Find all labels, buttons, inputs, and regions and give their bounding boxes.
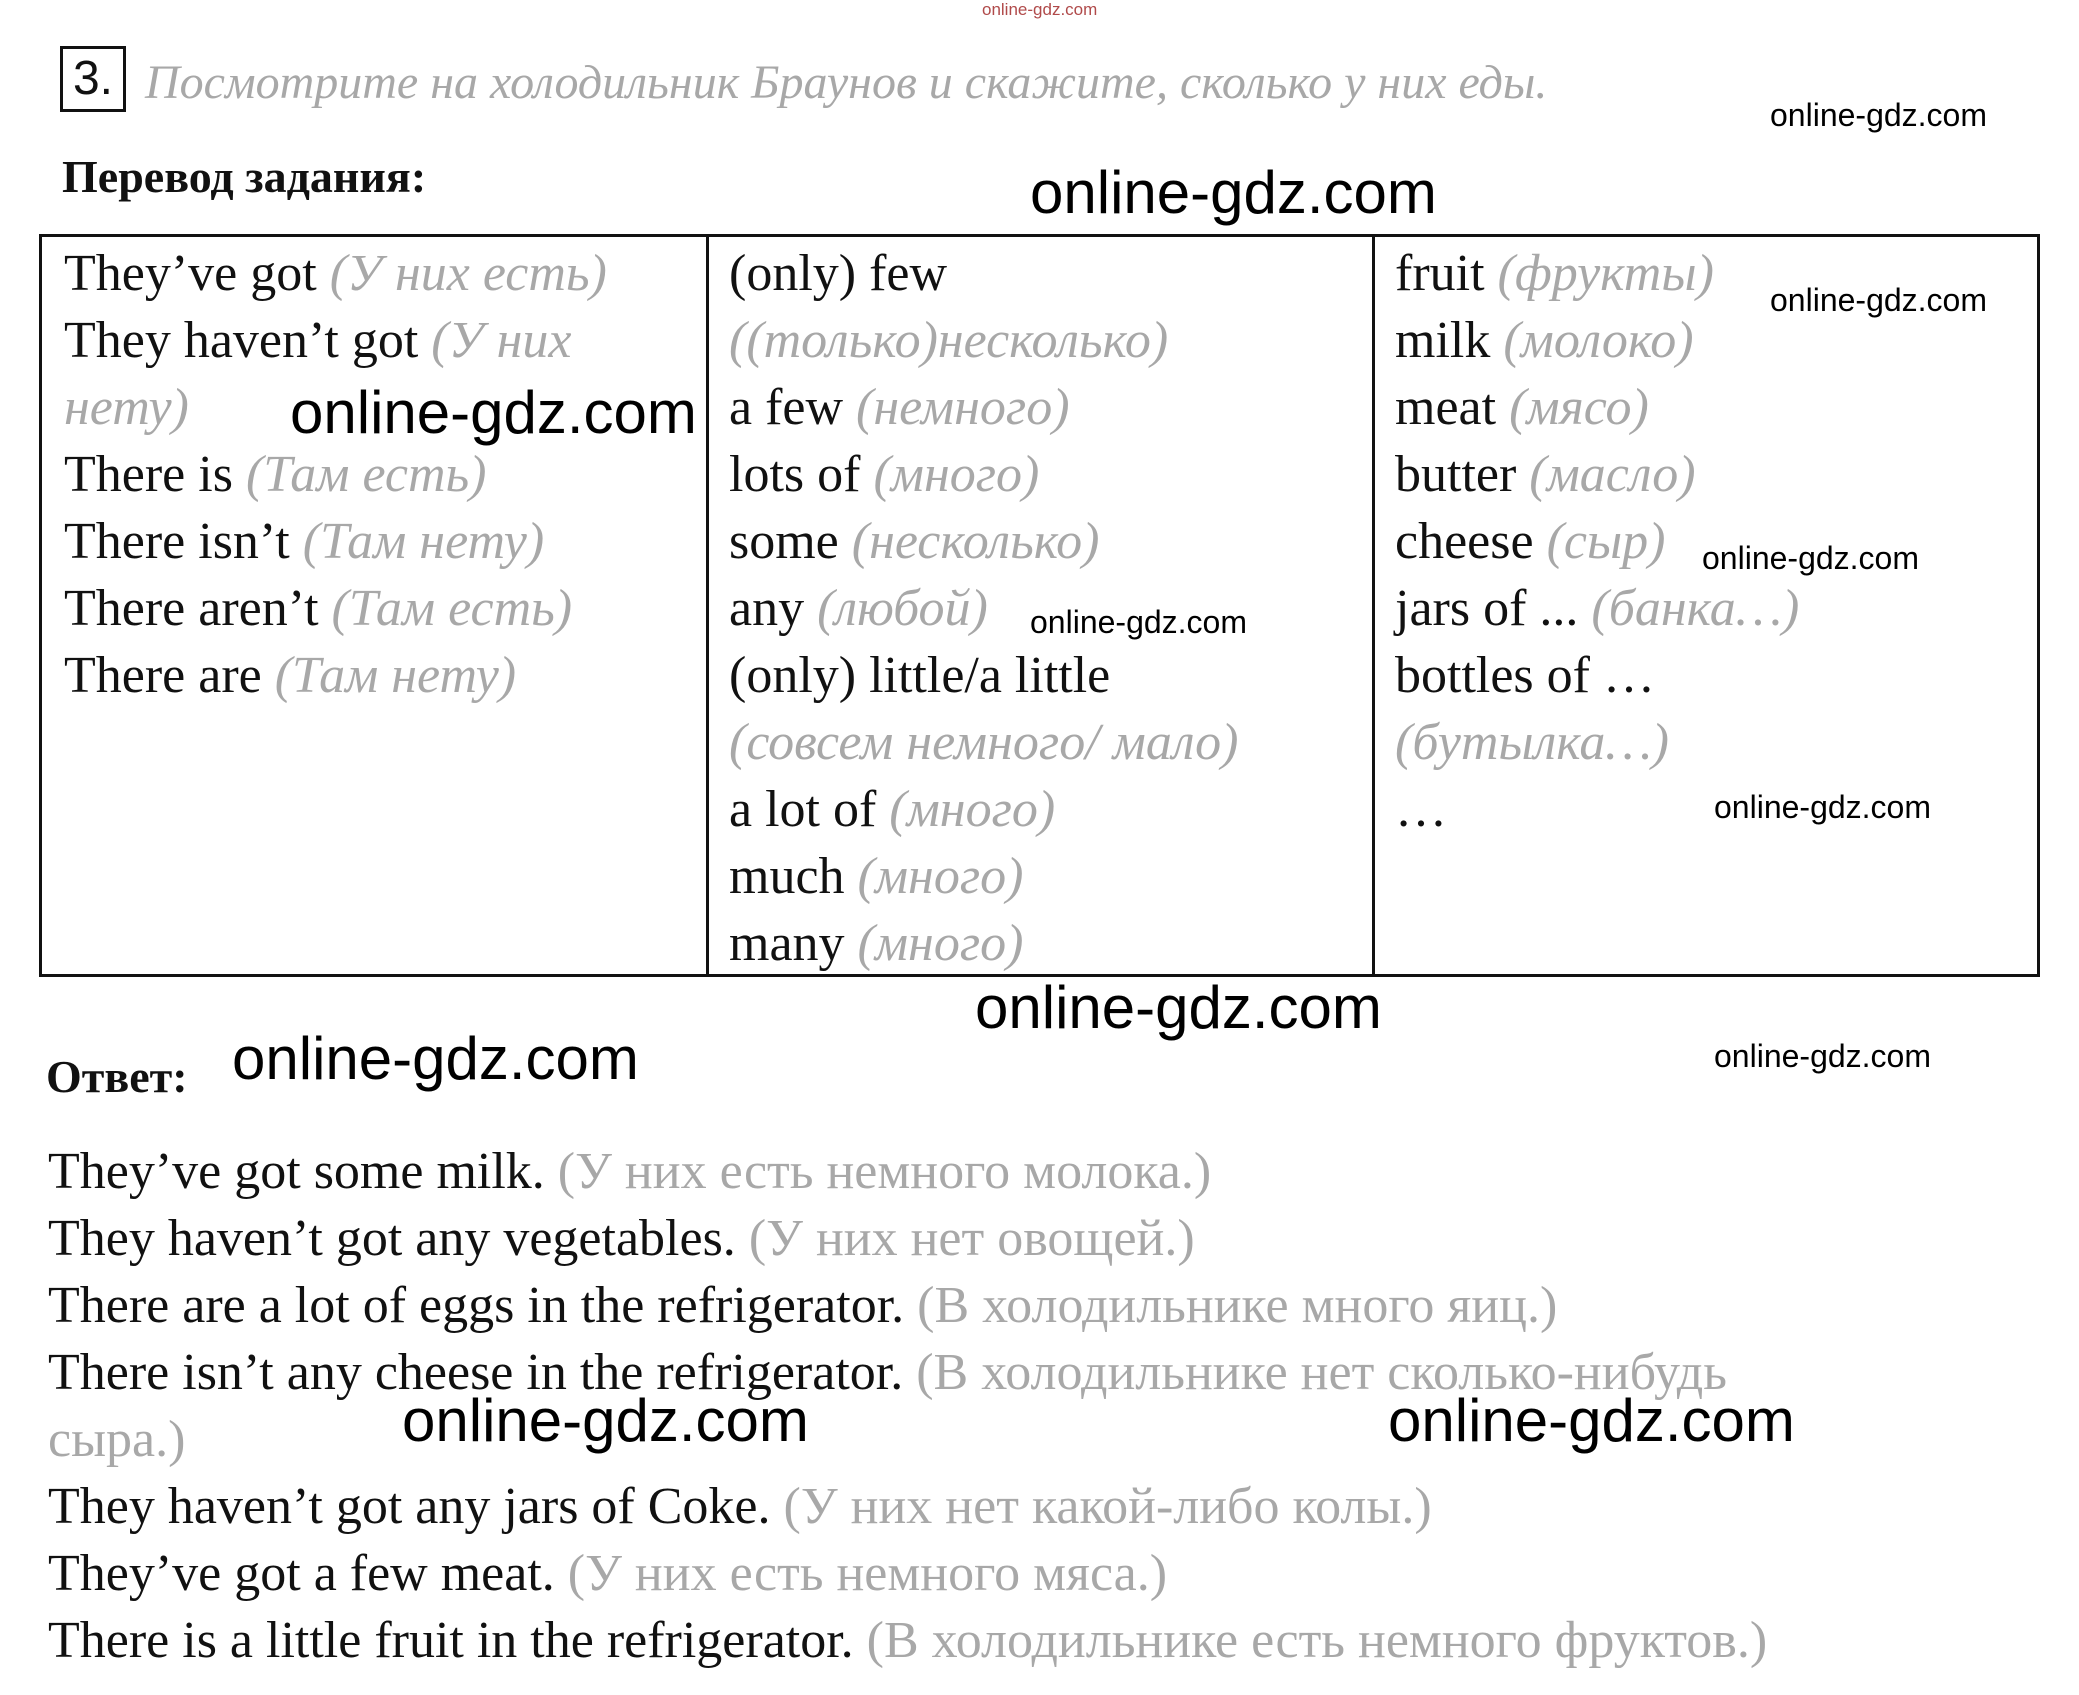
- answer-line: [48, 1272, 1767, 1339]
- russian-translation: (мясо): [1509, 379, 1649, 436]
- russian-translation: (совсем немного/ мало): [729, 714, 1239, 771]
- russian-translation: сыра.): [48, 1411, 186, 1468]
- table-line: [1395, 575, 2025, 642]
- watermark: online-gdz.com: [1714, 1038, 1931, 1074]
- translation-heading: Перевод задания:: [62, 151, 427, 202]
- table-line: [1395, 709, 2025, 776]
- english-text: …: [1395, 781, 1447, 838]
- table-line: [729, 508, 1359, 575]
- answer-line: [48, 1473, 1767, 1540]
- watermark: online-gdz.com: [1388, 1387, 1795, 1454]
- russian-translation: (У них: [431, 312, 572, 369]
- english-text: jars of ...: [1395, 580, 1579, 637]
- task-number: 3.: [60, 46, 126, 112]
- english-text: many: [729, 915, 845, 972]
- russian-translation: (бутылка…): [1395, 714, 1669, 771]
- english-text: There is: [64, 446, 233, 503]
- russian-translation: (В холодильнике нет сколько-нибудь: [916, 1344, 1727, 1401]
- watermark: online-gdz.com: [1702, 540, 1919, 576]
- column-divider: [706, 237, 709, 974]
- russian-translation: (молоко): [1503, 312, 1694, 369]
- english-text: There are a lot of eggs in the refrigerator.: [48, 1277, 905, 1334]
- table-line: [1395, 374, 2025, 441]
- answer-line: [48, 1138, 1767, 1205]
- answer-line: [48, 1607, 1767, 1674]
- watermark: online-gdz.com: [232, 1025, 639, 1092]
- table-line: [729, 776, 1359, 843]
- english-text: They haven’t got any jars of Coke.: [48, 1478, 771, 1535]
- table-line: [729, 441, 1359, 508]
- table-line: [64, 575, 694, 642]
- table-line: [1395, 441, 2025, 508]
- answer-heading: Ответ:: [46, 1051, 188, 1102]
- answer-line: [48, 1540, 1767, 1607]
- russian-translation: (фрукты): [1497, 245, 1714, 302]
- table-line: [729, 843, 1359, 910]
- russian-translation: (У них нет какой-либо колы.): [783, 1478, 1432, 1535]
- table-line: [64, 642, 694, 709]
- russian-translation: (У них есть немного мяса.): [567, 1545, 1168, 1602]
- table-line: [64, 307, 694, 374]
- table-line: [729, 709, 1359, 776]
- russian-translation: ((только)несколько): [729, 312, 1169, 369]
- table-line: [64, 508, 694, 575]
- russian-translation: (много): [857, 848, 1024, 905]
- table-line: [729, 910, 1359, 977]
- english-text: much: [729, 848, 845, 905]
- watermark: online-gdz.com: [1714, 789, 1931, 825]
- english-text: milk: [1395, 312, 1491, 369]
- russian-translation: нету): [64, 379, 189, 436]
- english-text: (only) little/a little: [729, 647, 1111, 704]
- english-text: There aren’t: [64, 580, 319, 637]
- russian-translation: (Там нету): [274, 647, 517, 704]
- table-column-subjects: [64, 240, 694, 709]
- table-line: [64, 240, 694, 307]
- english-text: There isn’t: [64, 513, 290, 570]
- russian-translation: (много): [873, 446, 1040, 503]
- table-line: [64, 441, 694, 508]
- watermark: online-gdz.com: [1030, 604, 1247, 640]
- english-text: They’ve got a few meat.: [48, 1545, 555, 1602]
- watermark: online-gdz.com: [1770, 282, 1987, 318]
- russian-translation: (несколько): [851, 513, 1100, 570]
- watermark: online-gdz.com: [290, 379, 697, 446]
- english-text: They haven’t got any vegetables.: [48, 1210, 736, 1267]
- english-text: There are: [64, 647, 262, 704]
- english-text: a lot of: [729, 781, 877, 838]
- russian-translation: (банка…): [1591, 580, 1800, 637]
- english-text: They’ve got: [64, 245, 317, 302]
- english-text: There isn’t any cheese in the refrigerator.: [48, 1344, 904, 1401]
- russian-translation: (У них есть): [329, 245, 607, 302]
- english-text: bottles of …: [1395, 647, 1655, 704]
- russian-translation: (У них нет овощей.): [748, 1210, 1195, 1267]
- table-line: [729, 374, 1359, 441]
- table-line: [729, 240, 1359, 307]
- watermark: online-gdz.com: [975, 974, 1382, 1041]
- english-text: some: [729, 513, 839, 570]
- russian-translation: (Там нету): [302, 513, 545, 570]
- task-instruction: Посмотрите на холодильник Браунов и скажите, сколько у них еды.: [145, 56, 1548, 109]
- english-text: (only) few: [729, 245, 948, 302]
- english-text: meat: [1395, 379, 1497, 436]
- english-text: fruit: [1395, 245, 1485, 302]
- table-line: [729, 307, 1359, 374]
- english-text: They haven’t got: [64, 312, 419, 369]
- english-text: any: [729, 580, 805, 637]
- russian-translation: (немного): [856, 379, 1070, 436]
- watermark: online-gdz.com: [1030, 159, 1437, 226]
- watermark: online-gdz.com: [1770, 97, 1987, 133]
- russian-translation: (сыр): [1546, 513, 1666, 570]
- watermark: online-gdz.com: [402, 1387, 809, 1454]
- russian-translation: (масло): [1529, 446, 1696, 503]
- russian-translation: (много): [857, 915, 1024, 972]
- table-line: [729, 642, 1359, 709]
- column-divider: [1372, 237, 1375, 974]
- russian-translation: (любой): [817, 580, 988, 637]
- russian-translation: (В холодильнике много яиц.): [917, 1277, 1558, 1334]
- russian-translation: (много): [889, 781, 1056, 838]
- english-text: a few: [729, 379, 844, 436]
- watermark-top: online-gdz.com: [982, 0, 1098, 19]
- russian-translation: (У них есть немного молока.): [557, 1143, 1212, 1200]
- table-line: [1395, 642, 2025, 709]
- english-text: They’ve got some milk.: [48, 1143, 545, 1200]
- english-text: cheese: [1395, 513, 1534, 570]
- russian-translation: (В холодильнике есть немного фруктов.): [866, 1612, 1768, 1669]
- russian-translation: (Там есть): [331, 580, 573, 637]
- answer-line: [48, 1205, 1767, 1272]
- english-text: There is a little fruit in the refrigerator.: [48, 1612, 854, 1669]
- russian-translation: (Там есть): [245, 446, 487, 503]
- english-text: butter: [1395, 446, 1517, 503]
- english-text: lots of: [729, 446, 861, 503]
